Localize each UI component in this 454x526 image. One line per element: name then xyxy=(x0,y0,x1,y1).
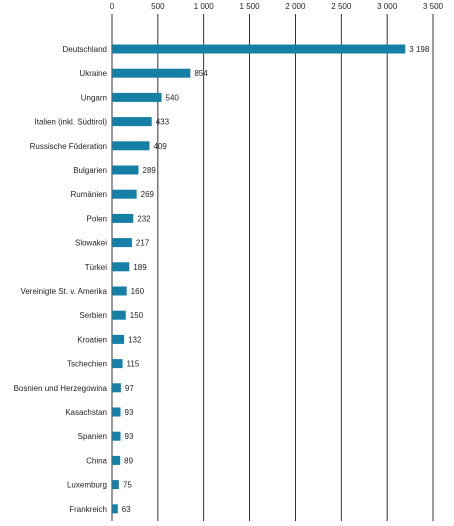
category-label-2: Ungarn xyxy=(80,93,107,103)
x-tick-label-2500: 2 500 xyxy=(331,2,352,11)
value-label-9: 189 xyxy=(133,262,147,272)
category-label-8: Slowakei xyxy=(74,238,107,248)
value-label-3: 433 xyxy=(155,117,170,127)
category-label-0: Deutschland xyxy=(62,45,107,54)
gridlines xyxy=(112,14,433,521)
value-label-1: 854 xyxy=(194,69,208,79)
value-label-10: 160 xyxy=(130,287,145,296)
bar-2 xyxy=(112,93,162,102)
value-label-5: 289 xyxy=(142,166,156,175)
value-label-15: 93 xyxy=(124,408,134,417)
bar-12 xyxy=(112,335,124,344)
category-label-14: Bosnien und Herzegowina xyxy=(13,383,107,393)
bar-17 xyxy=(112,456,120,465)
value-label-13: 115 xyxy=(126,359,140,369)
x-tick-label-1000: 1 000 xyxy=(193,2,214,11)
bar-19 xyxy=(112,504,118,513)
bar-4 xyxy=(112,141,150,150)
x-axis-ticks xyxy=(110,2,444,11)
x-tick-label-3000: 3 000 xyxy=(377,2,398,11)
x-tick-label-0: 0 xyxy=(109,2,115,11)
value-label-16: 93 xyxy=(124,432,134,442)
category-label-16: Spanien xyxy=(77,432,107,442)
bar-11 xyxy=(112,311,126,320)
category-label-15: Kasachstan xyxy=(65,408,107,417)
value-label-7: 232 xyxy=(137,214,151,224)
bar-8 xyxy=(112,238,132,247)
bar-10 xyxy=(112,287,127,296)
bars xyxy=(112,45,405,514)
category-label-1: Ukraine xyxy=(79,69,107,79)
bar-18 xyxy=(112,480,119,489)
x-tick-label-500: 500 xyxy=(151,2,165,11)
category-label-9: Türkei xyxy=(84,262,107,272)
category-label-13: Tschechien xyxy=(66,359,107,369)
value-label-14: 97 xyxy=(124,383,134,393)
category-label-5: Bulgarien xyxy=(73,166,107,175)
value-labels xyxy=(122,45,430,514)
bar-15 xyxy=(112,408,121,417)
value-label-8: 217 xyxy=(135,238,150,248)
value-label-4: 409 xyxy=(153,141,167,151)
bar-5 xyxy=(112,166,139,175)
category-labels xyxy=(14,45,108,514)
category-label-19: Frankreich xyxy=(69,504,107,514)
category-label-3: Italien (inkl. Südtirol) xyxy=(34,117,107,127)
bar-3 xyxy=(112,117,152,126)
bar-1 xyxy=(112,69,190,78)
category-label-17: China xyxy=(86,456,107,466)
value-label-12: 132 xyxy=(128,335,142,345)
category-label-18: Luxemburg xyxy=(66,480,107,490)
bar-6 xyxy=(112,190,137,199)
value-label-19: 63 xyxy=(121,504,131,514)
bar-7 xyxy=(112,214,133,223)
category-label-11: Serbien xyxy=(79,311,107,321)
value-label-0: 3 198 xyxy=(409,45,430,54)
category-label-10: Vereinigte St. v. Amerika xyxy=(20,287,107,296)
x-tick-label-2000: 2 000 xyxy=(285,2,306,11)
x-tick-label-1500: 1 500 xyxy=(239,2,260,11)
x-tick-label-3500: 3 500 xyxy=(422,2,444,11)
category-label-7: Polen xyxy=(86,214,107,224)
bar-16 xyxy=(112,432,121,441)
bar-0 xyxy=(112,45,405,54)
bar-13 xyxy=(112,359,123,368)
value-label-6: 269 xyxy=(140,190,155,200)
category-label-4: Russische Föderation xyxy=(29,141,107,151)
category-label-6: Rumänien xyxy=(70,190,107,200)
bar-9 xyxy=(112,262,129,271)
value-label-11: 150 xyxy=(129,311,144,321)
value-label-18: 75 xyxy=(122,480,132,490)
value-label-2: 540 xyxy=(165,93,179,103)
category-label-12: Kroatien xyxy=(77,335,107,345)
value-label-17: 89 xyxy=(124,456,134,466)
bar-14 xyxy=(112,383,121,392)
